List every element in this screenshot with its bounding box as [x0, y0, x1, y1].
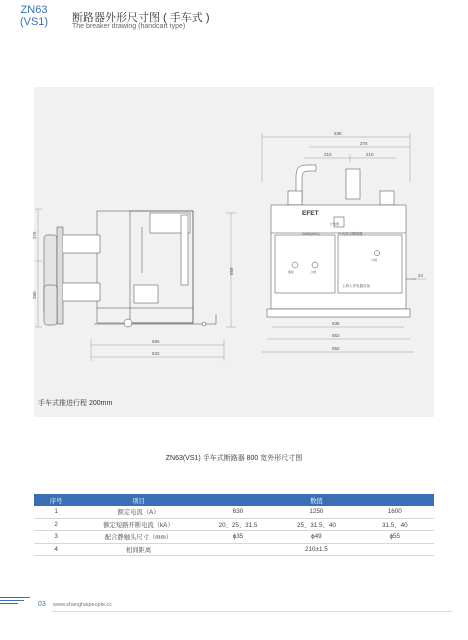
panel-button-2: 合闸: [310, 270, 317, 274]
model-code-line1: ZN63: [20, 4, 48, 16]
cell-no: 3: [34, 531, 78, 544]
dim-front-bottom-3: 892: [332, 346, 340, 351]
cell-value: 1600: [356, 506, 434, 518]
cell-value: ϕ35: [199, 531, 277, 544]
dim-front-top-total: 638: [334, 131, 342, 136]
page-title: 断路器外形尺寸图 ( 手车式 ): [72, 12, 210, 24]
cell-value: ϕ55: [356, 531, 434, 544]
dim-side-bottom-1: 596: [152, 339, 160, 344]
footer-accent-bars: [0, 597, 30, 607]
cell-item: 额定电流（A）: [78, 506, 199, 518]
cell-no: 1: [34, 506, 78, 518]
page-number: 03: [38, 601, 46, 608]
cell-value: 210±1.5: [199, 543, 434, 556]
panel-maker: 上海人民电器设备: [342, 284, 370, 288]
table-row: [34, 531, 434, 544]
cell-value: ϕ49: [277, 531, 355, 544]
dim-front-right: 24: [418, 273, 424, 278]
panel-button-3: 分闸: [371, 258, 378, 262]
technical-drawing: [34, 87, 434, 417]
table-header-row: [34, 494, 434, 506]
cell-item: 相间距离: [78, 543, 199, 556]
header-no: 序号: [34, 494, 78, 506]
drawing-svg: [34, 87, 434, 417]
side-view: [44, 211, 216, 327]
dim-side-height: 658: [229, 267, 234, 275]
front-view: [267, 165, 416, 317]
dim-front-top-left: 210: [324, 152, 332, 157]
cell-value: 630: [199, 506, 277, 518]
cell-item: 额定短路开断电流（kA）: [78, 518, 199, 531]
panel-type-label: 户内真空断路器: [338, 232, 363, 236]
dim-front-bottom-2: 852: [332, 333, 340, 338]
panel-counter: 计数器: [330, 222, 340, 226]
header-value: 数值: [199, 494, 434, 506]
dim-side-bottom-2: 632: [152, 351, 160, 356]
dim-front-top-right: 210: [366, 152, 374, 157]
panel-brand: EFET: [302, 210, 319, 217]
table-row: [34, 506, 434, 518]
cell-value: 31.5、40: [356, 518, 434, 531]
model-code-line2: (VS1): [19, 16, 49, 28]
header-item: 项目: [78, 494, 199, 506]
dim-side-left-top: 275: [32, 231, 37, 239]
cell-no: 2: [34, 518, 78, 531]
cell-value: 20、25、31.5: [199, 518, 277, 531]
cell-no: 4: [34, 543, 78, 556]
table-caption: ZN63(VS1) 手车式断路器 800 宽外形尺寸图: [165, 455, 303, 462]
cell-item: 配合静触头尺寸（mm）: [78, 531, 199, 544]
stroke-caption: 手车式推进行程 200mm: [38, 400, 113, 407]
table-row: [34, 518, 434, 531]
cell-value: 25、31.5、40: [277, 518, 355, 531]
dim-front-bottom-1: 638: [332, 321, 340, 326]
cell-value: 1250: [277, 506, 355, 518]
footer-divider: [52, 611, 452, 612]
page-subtitle: The breaker drawing (handcart type): [72, 23, 186, 30]
dim-side-left-bottom: 280: [32, 291, 37, 299]
panel-model-label: ZN63(VS1): [302, 232, 320, 236]
model-code: [6, 4, 62, 28]
website-link[interactable]: www.shanghaipeople.cc: [53, 602, 113, 608]
dim-front-top-mid: 275: [360, 141, 368, 146]
panel-button-1: 储能: [288, 270, 295, 274]
table-row: [34, 543, 434, 556]
spec-table: [34, 494, 434, 556]
